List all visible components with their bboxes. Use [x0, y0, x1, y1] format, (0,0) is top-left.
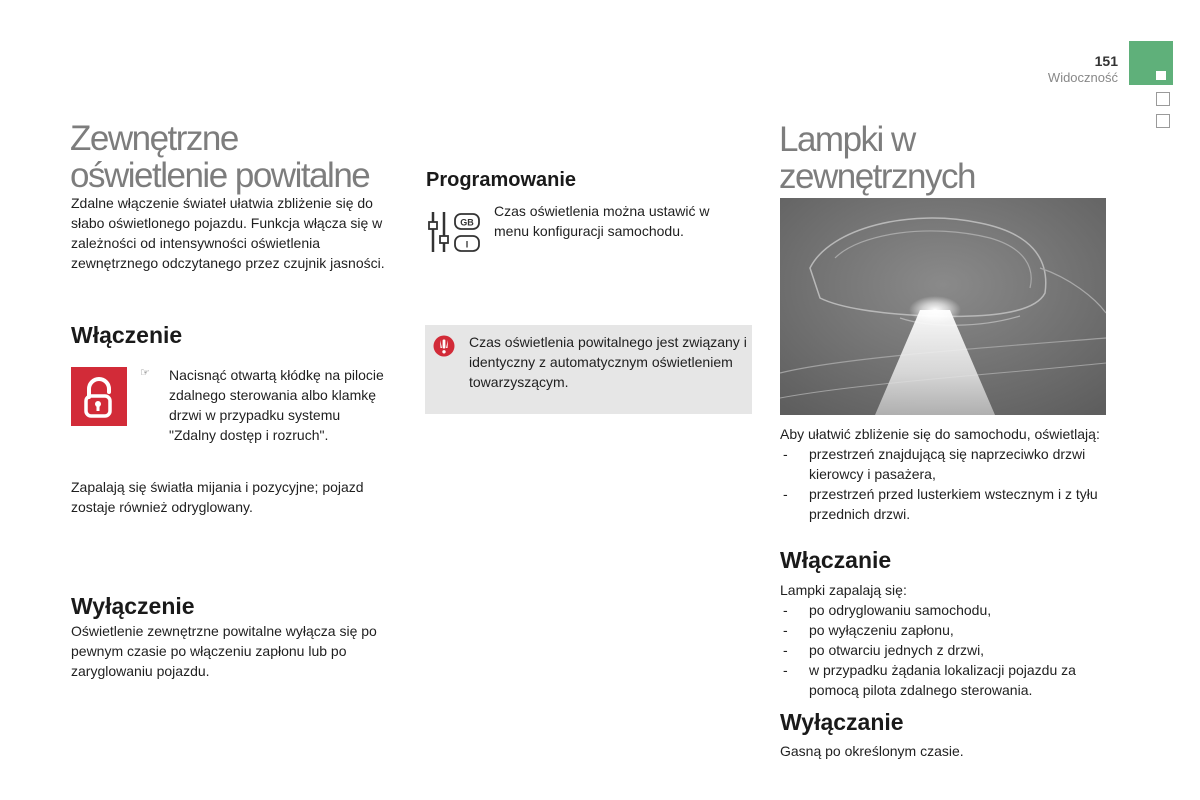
- intro-text: Aby ułatwić zbliżenie się do samochodu, oświetlają:: [780, 426, 1100, 442]
- pointing-hand-icon: ☞: [140, 367, 150, 379]
- activation-result: Zapalają się światła mijania i pozycyjne; pojazd zostaje również odryglowany.: [71, 479, 364, 515]
- switching-on-section: [780, 580, 1110, 700]
- heading-switching-on: Włączanie: [780, 547, 892, 573]
- settings-sliders-icon: [427, 208, 482, 256]
- chapter-tab-active: [1129, 41, 1173, 85]
- list-item: - w przypadku żądania lokalizacji pojazdu za pomocą pilota zdalnego sterowania.: [780, 660, 1110, 700]
- title-line: Lampki w zewnętrznych: [779, 120, 975, 196]
- deactivation-text: Oświetlenie zewnętrzne powitalne wyłącza się po pewnym czasie po włączeniu zapłonu lub po zaryglowaniu pojazdu.: [71, 623, 377, 679]
- intro-paragraph: Zdalne włączenie świateł ułatwia zbliżenie się do słabo oświetlonego pojazdu. Funkcja włącza się w zależności od intensywności oświetlenia zewnętrznego odczytanego przez czujnik jasności.: [71, 195, 385, 271]
- illuminated-areas-list: [780, 444, 1110, 524]
- unit-label: I: [465, 239, 469, 250]
- list-item: - przestrzeń znajdującą się naprzeciwko drzwi kierowcy i pasażera,: [780, 444, 1110, 484]
- page-number: 151: [1094, 53, 1118, 69]
- section-title: Widoczność: [1047, 70, 1118, 85]
- heading-deactivation: Wyłączenie: [71, 593, 195, 619]
- unlock-icon: [71, 367, 127, 426]
- list-item: - po odryglowaniu samochodu,: [780, 600, 1110, 620]
- title-line: oświetlenie powitalne: [70, 156, 370, 195]
- warning-icon: [433, 335, 455, 357]
- list-item: - przestrzeń przed lusterkiem wstecznym i z tyłu przednich drzwi.: [780, 484, 1110, 524]
- programming-text: Czas oświetlenia można ustawić w menu konfiguracji samochodu.: [494, 203, 710, 239]
- warning-text: Czas oświetlenia powitalnego jest związany i identyczny z automatycznym oświetleniem towarzyszącym.: [469, 334, 747, 390]
- switching-on-list: [780, 600, 1110, 700]
- language-label: GB: [460, 217, 474, 228]
- switching-off-text: Gasną po określonym czasie.: [780, 743, 964, 759]
- chapter-tab-square: [1156, 114, 1170, 128]
- list-item: - po otwarciu jednych z drzwi,: [780, 640, 1110, 660]
- heading-activation: Włączenie: [71, 322, 183, 348]
- title-line: Zewnętrzne: [70, 119, 238, 158]
- warning-box: [425, 325, 752, 414]
- heading-programming: Programowanie: [426, 169, 577, 191]
- heading-switching-off: Wyłączanie: [780, 709, 904, 735]
- chapter-tab-square: [1156, 92, 1170, 106]
- section-title-welcome-lighting: [70, 120, 410, 194]
- mirror-lamp-illustration: [780, 198, 1106, 415]
- list-item: - po wyłączeniu zapłonu,: [780, 620, 1110, 640]
- activation-step: Nacisnąć otwartą kłódkę na pilocie zdalnego sterowania albo klamkę drzwi w przypadku systemu "Zdalny dostęp i rozruch".: [169, 367, 384, 443]
- mirror-lamps-intro: [780, 424, 1110, 524]
- switching-on-intro: Lampki zapalają się:: [780, 582, 907, 598]
- tab-square-icon: [1156, 71, 1166, 80]
